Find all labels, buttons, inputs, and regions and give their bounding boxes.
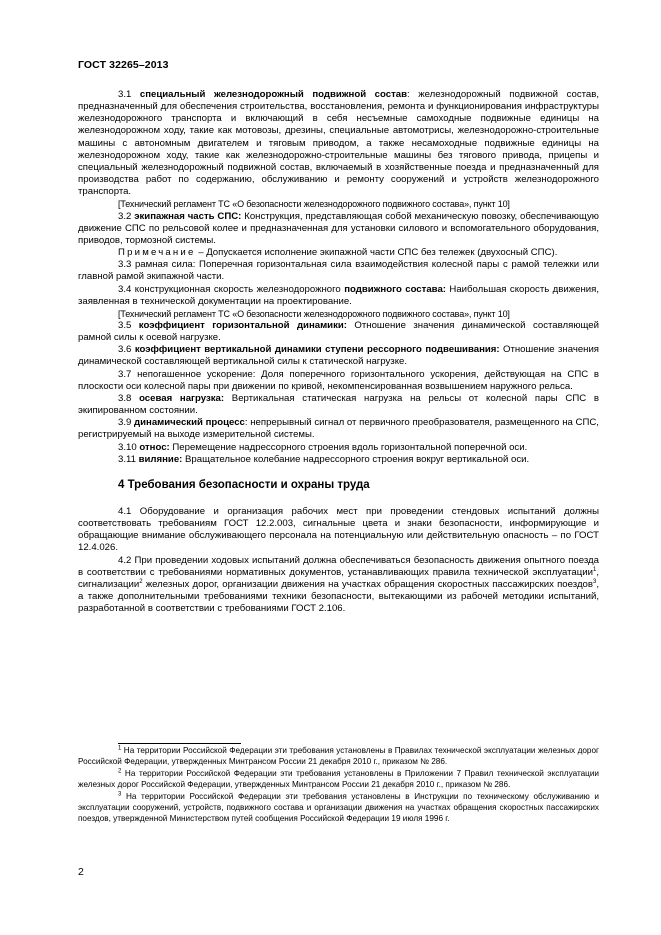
footnote-2: [78, 768, 599, 791]
definition-text: Наибольшая скорость движения, заявленная в технической документации на проектирование.: [78, 283, 599, 307]
footnote-separator: [118, 743, 241, 744]
definition-number: 3.6: [118, 344, 135, 356]
note-label: Примечание: [118, 247, 196, 259]
document-header: ГОСТ 32265–2013: [78, 59, 169, 71]
definition-text: Перемещение надрессорного строения вдоль горизонтальной поперечной оси.: [169, 441, 528, 453]
footnote-mark: 2: [118, 768, 122, 775]
defined-term: относ:: [139, 441, 170, 453]
defined-term: экипажная часть СПС:: [134, 210, 242, 222]
footnote-3: [78, 791, 599, 825]
paragraph-text: 4.2 При проведении ходовых испытаний должна обеспечиваться безопасность движения опытного поезда в соответствии с требованиями нормативных документов, устанавливающих правила технической эксплуатации: [78, 554, 599, 578]
definition-text: Отношение значения динамической составляющей вертикальной силы к статической нагрузке.: [78, 344, 600, 368]
defined-term: коэффициент горизонтальной динамики:: [138, 319, 347, 331]
definition-3-3: 3.3 рамная сила: Поперечная горизонтальная сила взаимодействия колесной пары с рамой тележки или главной рамой экипажной части.: [78, 259, 599, 283]
section-heading: 4 Требования безопасности и охраны труда: [118, 478, 370, 491]
footnote-text: На территории Российской Федерации эти требования установлены в Инструкции по техническому обслуживанию и эксплуатации сооружений, устройств, подвижного состава и организации движения на участках обращения скоростных пассажирских поездов, утвержденной Министерством путей сообщения Российской Федерации 19 июля 1996 г.: [78, 791, 599, 824]
definition-number: 3.11: [118, 453, 139, 465]
definition-text: : железнодорожный подвижной состав, предназначенный для обеспечения строительства, восстановления, ремонта и функционирования инфраструктуры железнодорожного транспорта и включающий в себя несъемные самоходные подвижные единицы на железнодорожном ходу, такие как мотовозы, дрезины, специальные автомотрисы, железнодорожно-строительные машины с автономным двигателем и тяговым приводом, а также несамоходные подвижные единицы на железнодорожном ходу, такие как железнодорожно-строительные машины без тягового привода, прицепы и специальный железнодорожный подвижной состав, включаемый в хозяйственные поезда и предназначенный для производства работ по содержанию, обслуживанию и ремонту сооружений и устройств железнодорожного транспорта.: [78, 89, 600, 198]
note-text: – Допускается исполнение экипажной части СПС без тележек (двухосный СПС).: [195, 247, 558, 259]
definition-text: Конструкция, представляющая собой механическую повозку, обеспечивающую движение СПС по рельсовой колее и предназначенная для установки силового и вспомогательного оборудования, приводов, тормозной системы.: [78, 210, 599, 246]
footnote-mark: 1: [118, 745, 122, 752]
definition-3-5: [78, 320, 599, 344]
footnote-ref: 2: [139, 578, 143, 585]
definition-3-9: [78, 417, 599, 441]
definition-text: Вертикальная статическая нагрузка на рельсы от колесной пары СПС в экипированном состоянии.: [78, 392, 599, 417]
definition-number: 3.1: [118, 89, 140, 100]
footnote-text: На территории Российской Федерации эти требования установлены в Правилах технической эксплуатации железных дорог Российской Федерации, утвержденных Минтрансом России 21 декабря 2010 г., приказом № 286.: [78, 746, 599, 767]
definition-number: 3.8: [118, 392, 140, 404]
defined-term: динамический процесс: [134, 417, 245, 429]
reference-note: [Технический регламент ТС «О безопасности железнодорожного подвижного состава», пункт 10]: [118, 308, 510, 319]
footnotes: [78, 745, 599, 825]
reference-note: [Технический регламент ТС «О безопасности железнодорожного подвижного состава», пункт 10]: [118, 199, 510, 210]
paragraph-4-1: 4.1 Оборудование и организация рабочих мест при проведении стендовых испытаний должны соответствовать требованиям ГОСТ 12.2.003, сигнальные цвета и знаки безопасности, информирующие и обращающие внимание обслуживающего персонала на потенциальную или действительную опасность – по ГОСТ 12.4.026.: [78, 506, 599, 554]
footnote-ref: 1: [592, 566, 597, 573]
definition-3-7: 3.7 непогашенное ускорение: Доля поперечного горизонтального ускорения, действующая на СПС в плоскости оси колесной пары при движении по кривой, некомпенсированная возвышением наружного рельса.: [78, 368, 599, 392]
document-body: [78, 89, 599, 615]
definition-number: 3.9: [118, 417, 135, 429]
definition-prefix: 3.4 конструкционная скорость железнодорожного: [118, 283, 345, 295]
definition-number: 3.5: [118, 319, 139, 331]
footnote-ref: 3: [592, 578, 597, 585]
defined-term: виляние:: [138, 453, 183, 465]
definition-text: : непрерывный сигнал от первичного преобразователя, размещенного на СПС, регистрируемый на выходе измерительной системы.: [78, 417, 599, 441]
definition-number: 3.10: [118, 441, 140, 453]
footnote-text: На территории Российской Федерации эти требования установлены в Приложении 7 Правил технической эксплуатации железных дорог Российской Федерации, утвержденных Минтрансом России 21 декабря 2010 г., приказом № 286.: [78, 768, 599, 790]
paragraph-text: железных дорог, организации движения на участках обращения скоростных пассажирских поездов: [142, 578, 593, 590]
page-number: 2: [78, 866, 84, 878]
definition-3-10: [78, 442, 599, 454]
definition-text: Вращательное колебание надрессорного строения вокруг вертикальной оси.: [182, 453, 530, 465]
definition-3-11: [78, 454, 599, 466]
defined-term: осевая нагрузка:: [139, 392, 225, 404]
definition-3-6: [78, 344, 599, 368]
paragraph-4-2: [78, 555, 599, 616]
definition-3-4: [78, 284, 599, 308]
defined-term: специальный железнодорожный подвижной состав: [139, 89, 408, 100]
definition-number: 3.2: [118, 210, 135, 222]
note-paragraph: [78, 247, 599, 259]
definition-text: Отношение значения динамической составляющей рамной силы к осевой нагрузке.: [78, 319, 599, 344]
footnote-mark: 3: [118, 790, 122, 797]
definition-3-2: [78, 211, 599, 247]
footnote-1: [78, 745, 599, 768]
paragraph-text: , а также дополнительными требованиями техники безопасности, вытекающими из рабочей методики испытаний, разработанной в соответствии с требованиями ГОСТ 2.106.: [78, 578, 599, 615]
definition-3-1: [78, 89, 599, 198]
paragraph-text: , сигнализации: [78, 566, 599, 590]
defined-term: коэффициент вертикальной динамики ступени рессорного подвешивания:: [134, 344, 500, 356]
definition-3-8: [78, 393, 599, 417]
defined-term: подвижного состава:: [344, 283, 446, 295]
